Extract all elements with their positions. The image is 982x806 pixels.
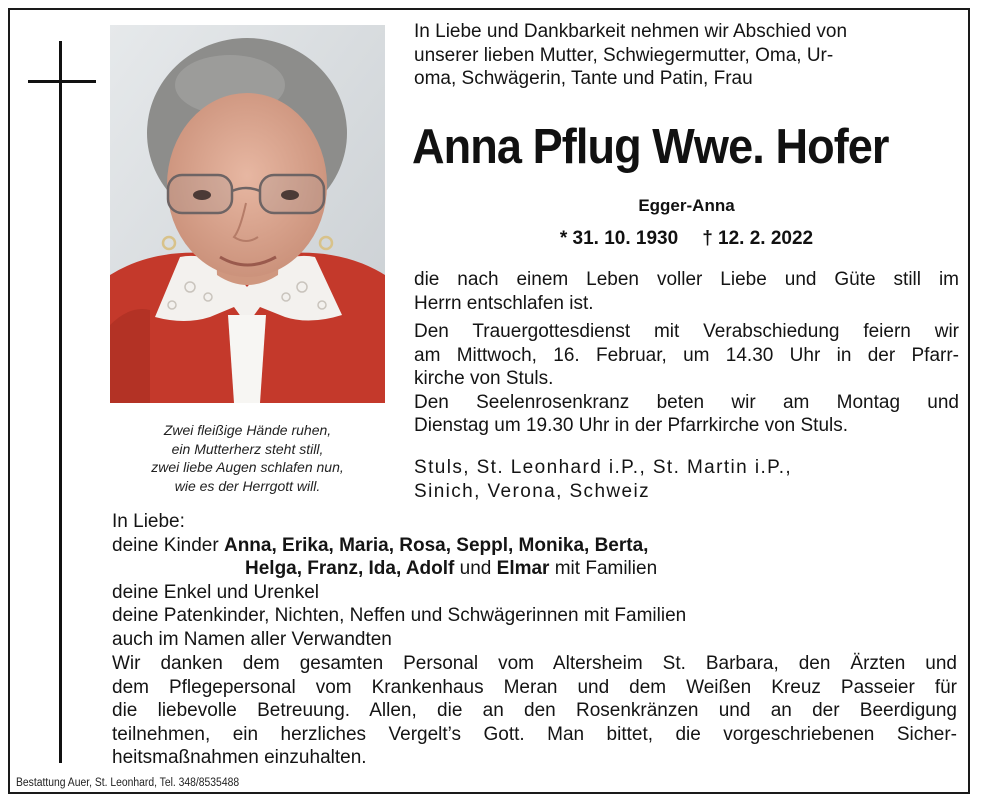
with-families: mit Familien (549, 558, 658, 579)
grandchildren-line: deine Enkel und Urenkel (112, 581, 320, 603)
life-dates (414, 227, 959, 251)
intro-line: unserer lieben Mutter, Schwiegermutter, Oma, Ur- (414, 44, 834, 66)
intro-line: In Liebe und Dankbarkeit nehmen wir Abschied von (414, 21, 848, 42)
relatives-line: auch im Namen aller Verwandten (112, 628, 392, 650)
funeral-home-footer: Bestattung Auer, St. Leonhard, Tel. 348/8535488 (16, 777, 240, 789)
deceased-nickname: Egger-Anna (638, 196, 735, 215)
places-line: Stuls, St. Leonhard i.P., St. Martin i.P., (414, 457, 793, 478)
death-date: † 12. 2. 2022 (702, 228, 814, 249)
passed-line: die nach einem Leben voller Liebe und Güte still im (414, 269, 959, 290)
thanks-line: Wir danken dem gesamten Personal vom Altersheim St. Barbara, den Ärzten und (112, 653, 957, 674)
poem-line: zwei liebe Augen schlafen nun, (151, 459, 344, 475)
poem-line: ein Mutterherz steht still, (171, 440, 324, 457)
service-line: Den Trauergottesdienst mit Verabschiedung feiern wir (414, 321, 959, 342)
service-line: am Mittwoch, 16. Februar, um 14.30 Uhr in der Pfarr- (414, 344, 959, 366)
portrait-photo (110, 25, 385, 403)
thanks-line: teilnehmen, ein herzliches Vergelt’s Gott. Man bittet, die vorgeschriebenen Sicher- (112, 723, 957, 745)
service-text (414, 320, 959, 438)
passed-line: Herrn entschlafen ist. (414, 292, 594, 314)
children-line-2 (112, 557, 962, 581)
thanks-line: heitsmaßnahmen einzuhalten. (112, 747, 367, 768)
portrait-illustration (110, 25, 385, 403)
and-word: und (454, 558, 497, 579)
birth-date: * 31. 10. 1930 (559, 228, 679, 249)
cross-icon-bar (28, 80, 96, 83)
thanks-line: die liebevolle Betreuung. Allen, die an den Rosenkränzen und an der Beerdigung (112, 700, 957, 721)
deceased-name: Anna Pflug Wwe. Hofer (412, 120, 889, 174)
service-line: Dienstag um 19.30 Uhr in der Pfarrkirche von Stuls. (414, 415, 849, 436)
service-line: kirche von Stuls. (414, 368, 554, 389)
intro-line: oma, Schwägerin, Tante und Patin, Frau (414, 68, 753, 89)
poem-line: Zwei fleißige Hände ruhen, (163, 422, 332, 438)
places-line: Sinich, Verona, Schweiz (414, 481, 651, 502)
children-names: Anna, Erika, Maria, Rosa, Seppl, Monika, Berta, (223, 534, 649, 556)
service-line: Den Seelenrosenkranz beten wir am Montag und (414, 391, 959, 413)
places-text (414, 456, 959, 504)
passed-text (414, 268, 959, 315)
family-heading: In Liebe: (112, 511, 185, 532)
memorial-poem (105, 421, 390, 495)
thanks-line: dem Pflegepersonal vom Krankenhaus Meran und dem Weißen Kreuz Passeier für (112, 676, 957, 698)
intro-text (414, 20, 959, 91)
thanks-text (112, 652, 957, 770)
godchildren-line: deine Patenkinder, Nichten, Neffen und Schwägerinnen mit Familien (112, 605, 687, 626)
cross-icon (59, 41, 62, 763)
children-prefix: deine Kinder (112, 534, 224, 556)
poem-line: wie es der Herrgott will. (174, 477, 321, 494)
last-child-name: Elmar (496, 558, 550, 579)
family-section (112, 510, 962, 651)
children-names-2: Helga, Franz, Ida, Adolf (245, 558, 455, 579)
children-line (112, 534, 962, 558)
